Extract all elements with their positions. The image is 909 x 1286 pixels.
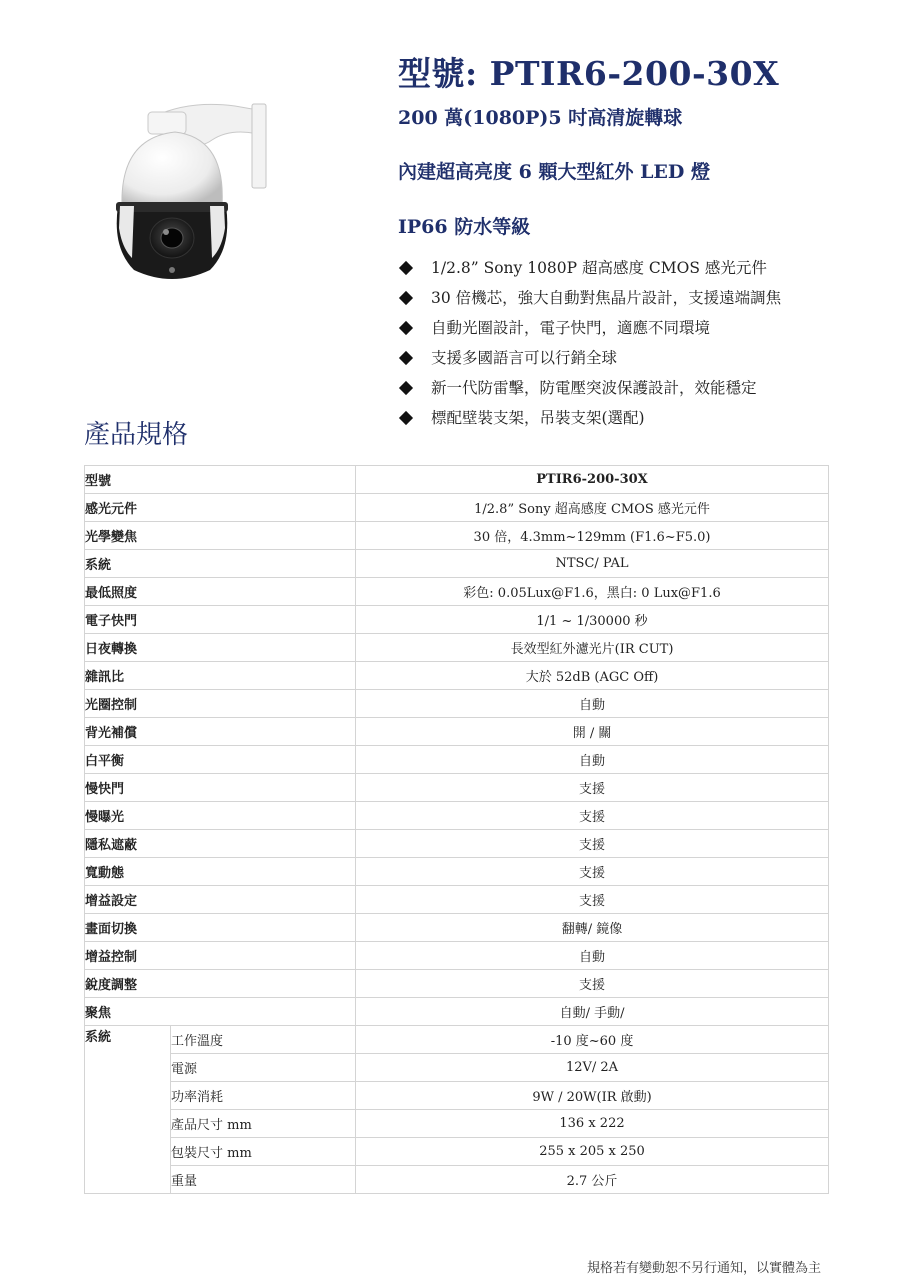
feature-item: 1/2.8” Sony 1080P 超高感度 CMOS 感光元件	[398, 256, 781, 286]
spec-value: 1/2.8” Sony 超高感度 CMOS 感光元件	[356, 494, 829, 522]
spec-value: 支援	[356, 830, 829, 858]
table-row	[85, 1026, 829, 1054]
spec-value: 自動/ 手動/	[356, 998, 829, 1026]
table-row	[85, 1110, 829, 1138]
spec-value: 彩色: 0.05Lux@F1.6，黑白: 0 Lux@F1.6	[356, 578, 829, 606]
table-row	[85, 886, 829, 914]
feature-item: 支援多國語言可以行銷全球	[398, 346, 781, 376]
spec-label: 寬動態	[85, 858, 356, 886]
spec-value: 255 x 205 x 250	[356, 1138, 829, 1166]
spec-value: 翻轉/ 鏡像	[356, 914, 829, 942]
spec-value: 9W / 20W(IR 啟動)	[356, 1082, 829, 1110]
spec-label: 增益控制	[85, 942, 356, 970]
system-group-label: 系統	[85, 1026, 171, 1194]
spec-value: 支援	[356, 970, 829, 998]
table-row	[85, 1054, 829, 1082]
spec-label: 畫面切換	[85, 914, 356, 942]
spec-label: 慢快門	[85, 774, 356, 802]
spec-sublabel: 產品尺寸 mm	[171, 1110, 356, 1138]
diamond-bullet-icon	[399, 291, 413, 305]
table-row	[85, 606, 829, 634]
spec-sublabel: 電源	[171, 1054, 356, 1082]
spec-label: 雜訊比	[85, 662, 356, 690]
table-row	[85, 830, 829, 858]
spec-label: 光圈控制	[85, 690, 356, 718]
table-row	[85, 998, 829, 1026]
spec-value: 支援	[356, 886, 829, 914]
table-row	[85, 942, 829, 970]
spec-label: 慢曝光	[85, 802, 356, 830]
feature-item: 自動光圈設計，電子快門，適應不同環境	[398, 316, 781, 346]
spec-label: 聚焦	[85, 998, 356, 1026]
table-row	[85, 970, 829, 998]
table-row	[85, 522, 829, 550]
table-row	[85, 774, 829, 802]
diamond-bullet-icon	[399, 381, 413, 395]
table-row	[85, 802, 829, 830]
table-row	[85, 690, 829, 718]
table-row	[85, 1138, 829, 1166]
table-row	[85, 858, 829, 886]
spec-value: 2.7 公斤	[356, 1166, 829, 1194]
spec-label: 系統	[85, 550, 356, 578]
spec-label: 光學變焦	[85, 522, 356, 550]
table-row	[85, 466, 829, 494]
spec-value: 自動	[356, 690, 829, 718]
table-row	[85, 494, 829, 522]
spec-value: 長效型紅外濾光片(IR CUT)	[356, 634, 829, 662]
spec-sublabel: 功率消耗	[171, 1082, 356, 1110]
spec-value: -10 度~60 度	[356, 1026, 829, 1054]
spec-value: PTIR6-200-30X	[356, 466, 829, 494]
diamond-bullet-icon	[399, 321, 413, 335]
spec-value: 136 x 222	[356, 1110, 829, 1138]
spec-value: 自動	[356, 942, 829, 970]
spec-value: NTSC/ PAL	[356, 550, 829, 578]
subtitle-infrared: 內建超高亮度 6 顆大型紅外 LED 燈	[398, 161, 710, 183]
spec-value: 12V/ 2A	[356, 1054, 829, 1082]
spec-heading: 產品規格	[84, 420, 189, 450]
model-title: 型號: PTIR6-200-30X	[398, 54, 780, 93]
spec-table	[84, 465, 829, 1194]
spec-value: 開 / 關	[356, 718, 829, 746]
feature-item: 30 倍機芯，強大自動對焦晶片設計，支援遠端調焦	[398, 286, 781, 316]
spec-value: 支援	[356, 858, 829, 886]
diamond-bullet-icon	[399, 261, 413, 275]
spec-value: 支援	[356, 774, 829, 802]
spec-label: 銳度調整	[85, 970, 356, 998]
spec-label: 增益設定	[85, 886, 356, 914]
feature-item: 標配壁裝支架，吊裝支架(選配)	[398, 406, 781, 436]
spec-label: 型號	[85, 466, 356, 494]
table-row	[85, 1082, 829, 1110]
subtitle-resolution: 200 萬(1080P)5 吋高清旋轉球	[398, 107, 683, 129]
spec-label: 隱私遮蔽	[85, 830, 356, 858]
spec-value: 支援	[356, 802, 829, 830]
table-row	[85, 746, 829, 774]
feature-list	[398, 256, 781, 436]
diamond-bullet-icon	[399, 351, 413, 365]
table-row	[85, 662, 829, 690]
table-row	[85, 634, 829, 662]
subtitle-waterproof: IP66 防水等級	[398, 216, 531, 238]
spec-label: 白平衡	[85, 746, 356, 774]
spec-value: 自動	[356, 746, 829, 774]
spec-value: 30 倍，4.3mm~129mm (F1.6~F5.0)	[356, 522, 829, 550]
spec-label: 最低照度	[85, 578, 356, 606]
table-row	[85, 718, 829, 746]
footer-note: 規格若有變動恕不另行通知，以實體為主	[587, 1261, 822, 1276]
ptz-camera-image	[100, 98, 280, 288]
spec-sublabel: 包裝尺寸 mm	[171, 1138, 356, 1166]
spec-sublabel: 工作溫度	[171, 1026, 356, 1054]
spec-label: 電子快門	[85, 606, 356, 634]
table-row	[85, 1166, 829, 1194]
feature-item: 新一代防雷擊，防電壓突波保護設計，效能穩定	[398, 376, 781, 406]
spec-value: 1/1 ~ 1/30000 秒	[356, 606, 829, 634]
spec-label: 背光補償	[85, 718, 356, 746]
table-row	[85, 578, 829, 606]
spec-label: 日夜轉換	[85, 634, 356, 662]
diamond-bullet-icon	[399, 411, 413, 425]
spec-label: 感光元件	[85, 494, 356, 522]
spec-sublabel: 重量	[171, 1166, 356, 1194]
table-row	[85, 550, 829, 578]
spec-value: 大於 52dB (AGC Off)	[356, 662, 829, 690]
table-row	[85, 914, 829, 942]
